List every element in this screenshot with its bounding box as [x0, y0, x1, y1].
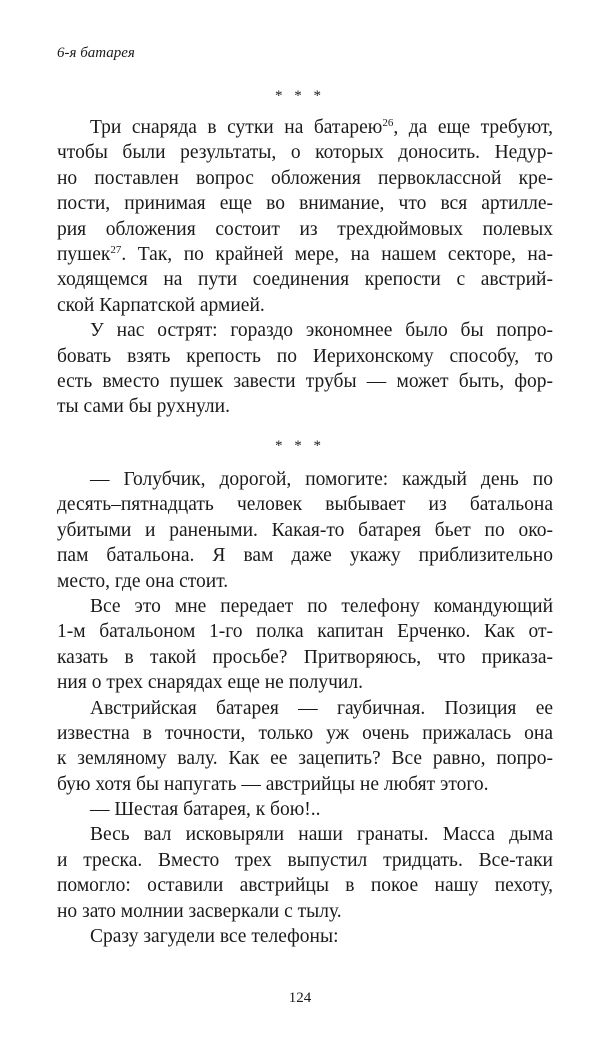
text-line: есть вместо пушек завести трубы — может быть, фор- — [57, 370, 553, 392]
running-header: 6-я батарея — [57, 45, 135, 61]
text-line: Сразу загудели все телефоны: — [90, 926, 339, 948]
text-line: бую хотя бы напугать — австрийцы не любят этого. — [57, 773, 489, 795]
text-line: Весь вал исковыряли наши гранаты. Масса дыма — [90, 824, 553, 846]
text-line: помогло: оставили австрийцы в покое нашу пехоту, — [57, 875, 553, 897]
text-span: . Так, по крайней мере, на нашем секторе, на- — [121, 243, 553, 265]
text-line: Все это мне передает по телефону командующий — [90, 595, 553, 617]
paragraph — [57, 822, 553, 924]
text-line: — Голубчик, дорогой, помогите: каждый день по — [90, 469, 553, 490]
text-line: чтобы были результаты, о которых доносить. Недур- — [57, 142, 553, 164]
section-separator: * * * — [275, 438, 325, 454]
text-line: У нас острят: гораздо экономнее было бы попро- — [90, 320, 553, 342]
text-line: Австрийская батарея — гаубичная. Позиция ее — [90, 697, 553, 719]
text-line: рия обложения состоит из трехдюймовых полевых — [57, 218, 553, 240]
paragraph — [57, 318, 553, 420]
text-line: и треска. Вместо трех выпустил тридцать. Все-таки — [57, 849, 553, 871]
text-span: Три снаряда в сутки на батарею — [90, 117, 383, 138]
page-number: 124 — [288, 990, 312, 1006]
text-line: 1-м батальоном 1-го полка капитан Ерченко. Как от- — [57, 621, 553, 643]
footnote-ref[interactable]: 27 — [110, 243, 122, 256]
text-line: ты сами бы рухнули. — [57, 396, 230, 418]
text-line — [57, 115, 553, 140]
text-line: к земляному валу. Как ее зацепить? Все равно, попро- — [57, 748, 553, 770]
paragraph — [57, 797, 553, 822]
text-span: пушек — [57, 243, 111, 265]
text-line: но зато молнии засверкали с тылу. — [57, 900, 342, 922]
text-span: , да еще требуют, — [393, 117, 553, 138]
section-separator: * * * — [275, 88, 325, 104]
text-line: место, где она стоит. — [57, 570, 229, 592]
text-line: пам батальона. Я вам даже укажу приблизительно — [57, 545, 553, 567]
paragraph — [57, 924, 553, 949]
text-line: пости, принимая еще во внимание, что вся артилле- — [57, 193, 553, 215]
footnote-ref[interactable]: 26 — [382, 117, 394, 129]
text-line: ской Карпатской армией. — [57, 294, 265, 316]
paragraph — [57, 467, 553, 594]
text-line: но поставлен вопрос обложения первоклассной кре- — [57, 167, 553, 189]
text-line: известна в точности, только уж очень прижалась она — [57, 722, 553, 744]
text-line: ходящемся на пути соединения крепости с австрий- — [57, 269, 553, 291]
text-line: десять–пятнадцать человек выбывает из батальона — [57, 494, 553, 516]
text-section-2 — [57, 467, 553, 949]
text-line — [57, 242, 553, 267]
paragraph — [57, 115, 553, 318]
text-line: — Шестая батарея, к бою!.. — [90, 799, 321, 821]
text-section-1 — [57, 115, 553, 420]
text-line: ния о трех снарядах еще не получил. — [57, 672, 363, 694]
paragraph — [57, 594, 553, 696]
text-line: убитыми и ранеными. Какая-то батарея бьет по око- — [57, 519, 553, 541]
text-line: бовать взять крепость по Иерихонскому способу, то — [57, 345, 553, 367]
paragraph — [57, 696, 553, 798]
text-line: казать в такой просьбе? Притворяюсь, что приказа- — [57, 646, 553, 668]
